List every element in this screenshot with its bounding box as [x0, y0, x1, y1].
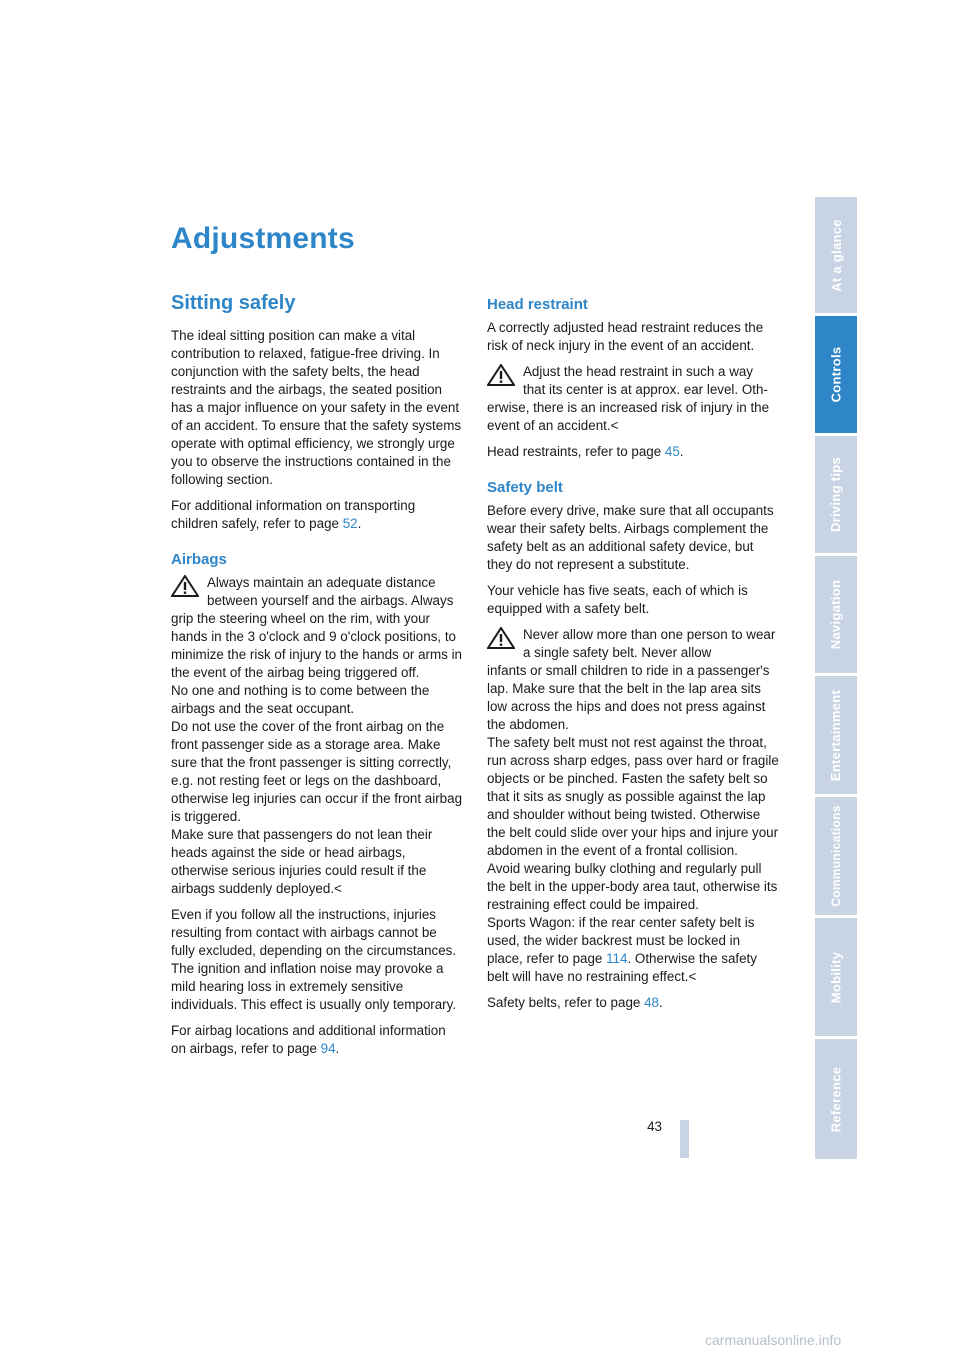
sidebar-tab-label: Communications	[829, 805, 844, 907]
chapter-sidebar	[815, 197, 857, 1159]
subsection-title-head-restraint: Head restraint	[487, 296, 588, 313]
warning-triangle-icon	[487, 627, 515, 649]
sidebar-tab-entertainment[interactable]	[815, 676, 857, 794]
sidebar-tab-navigation[interactable]	[815, 556, 857, 673]
safety-belts-ref-paragraph	[487, 994, 779, 1012]
sidebar-tab-label: Reference	[828, 1066, 844, 1132]
belt-warning-p4-end: . Otherwise the safety belt will have no restraining effect.<	[487, 951, 757, 984]
head-warning-head: Adjust the head restraint in such a way that its center is at approx. ear level. Oth-	[523, 364, 768, 397]
head-restraint-intro: A correctly adjusted head restraint reduces the risk of neck injury in the event of an accident.	[487, 320, 764, 353]
page-link-45[interactable]: 45	[664, 444, 680, 459]
airbags-warning-p4: Make sure that passengers do not lean their heads against the side or head airbags, otherwise serious injuries could result if the airbags suddenly deployed.<	[171, 827, 433, 896]
period: .	[679, 444, 684, 459]
page-link-114[interactable]: 114	[606, 951, 628, 966]
sidebar-tab-reference[interactable]	[815, 1039, 857, 1159]
safety-belt-warning	[487, 626, 779, 994]
belt-warning-p2: The safety belt must not rest against the throat, run across sharp edges, pass over hard or fragile objects or be pinched. Fasten the safety belt so that it sits as snugly as possible against the lap and shoulder without being twisted. Otherwise the belt could slide over your hips and injure your abdomen in the event of a frontal collision.	[487, 735, 779, 858]
belt-ref-text: Safety belts, refer to page	[487, 995, 645, 1010]
watermark: carmanualsonline.info	[705, 1332, 842, 1348]
sidebar-tab-label: Mobility	[828, 951, 844, 1003]
subsection-title-safety-belt: Safety belt	[487, 479, 563, 496]
airbags-warning-head: Always maintain an adequate distance between yourself and the airbags. Always	[207, 575, 454, 608]
sidebar-tab-controls[interactable]	[815, 316, 857, 433]
subsection-title-airbags: Airbags	[171, 551, 227, 568]
right-column	[487, 296, 779, 1020]
head-ref-text: Head restraints, refer to page	[487, 444, 665, 459]
transport-text: For additional information on transporting children safely, refer to page	[171, 498, 416, 531]
belt-warning-p4-text: Sports Wagon: if the rear center safety belt is used, the wider backrest must be locked in place, refer to page	[487, 915, 755, 966]
sidebar-tab-at-a-glance[interactable]	[815, 197, 857, 313]
head-restraint-ref-paragraph	[487, 443, 779, 461]
left-column	[171, 292, 463, 1066]
sidebar-tab-label: Controls	[828, 346, 844, 403]
airbags-locations-paragraph	[171, 1022, 463, 1058]
belt-warning-rest: infants or small children to ride in a passenger's lap. Make sure that the belt in the lap area sits low across the hips and does not press against the abdomen.	[487, 663, 770, 732]
safety-belt-intro: Before every drive, make sure that all occupants wear their safety belts. Airbags complement the safety belt as an additional safety device, but they do not represent a substitute.	[487, 503, 774, 572]
sidebar-tab-label: Entertainment	[828, 689, 844, 781]
page-link-94[interactable]: 94	[320, 1041, 336, 1056]
page-number: 43	[647, 1119, 662, 1134]
sidebar-tab-label: Navigation	[828, 579, 844, 650]
airbags-warning	[171, 574, 463, 906]
sidebar-tab-label: Driving tips	[828, 456, 844, 533]
safety-belt-seats: Your vehicle has five seats, each of which is equipped with a safety belt.	[487, 583, 748, 616]
chapter-title: Adjustments	[171, 222, 355, 255]
head-warning-rest: erwise, there is an increased risk of injury in the event of an accident.<	[487, 400, 770, 433]
section-title-sitting-safely: Sitting safely	[171, 292, 296, 314]
sidebar-tab-label: At a glance	[828, 218, 844, 292]
head-restraint-warning	[487, 363, 779, 443]
warning-triangle-icon	[171, 575, 199, 597]
airbags-warning-p2: No one and nothing is to come between the airbags and the seat occupant.	[171, 683, 430, 716]
page-link-52[interactable]: 52	[342, 516, 358, 531]
period: .	[335, 1041, 340, 1056]
belt-warning-p3: Avoid wearing bulky clothing and regularly pull the belt in the upper-body area taut, otherwise its restraining effect could be impaired.	[487, 861, 778, 912]
sidebar-tab-communications[interactable]	[815, 797, 857, 915]
airbags-warning-p3: Do not use the cover of the front airbag on the front passenger side as a storage area. Make sure that the front passenger is sitting correctly, e.g. not resting feet or legs on the dashboard, otherwise leg injuries can occur if the front airbag is triggered.	[171, 719, 463, 824]
transport-children-paragraph	[171, 497, 463, 533]
airbags-injuries-paragraph: Even if you follow all the instructions, injuries resulting from contact with airbags cannot be fully excluded, depending on the circumstances. The ignition and inflation noise may provoke a mild hearing loss in extremely sensitive individuals. This effect is usually only temporary.	[171, 907, 457, 1012]
belt-warning-head: Never allow more than one person to wear a single safety belt. Never allow	[523, 627, 776, 660]
page-marker-bar	[680, 1120, 689, 1158]
warning-triangle-icon	[487, 364, 515, 386]
page-link-48[interactable]: 48	[644, 995, 659, 1010]
period: .	[357, 516, 362, 531]
airbags-locations-text: For airbag locations and additional information on airbags, refer to page	[171, 1023, 446, 1056]
sidebar-tab-driving-tips[interactable]	[815, 436, 857, 553]
sidebar-tab-mobility[interactable]	[815, 918, 857, 1036]
period: .	[658, 995, 663, 1010]
sitting-intro: The ideal sitting position can make a vital contribution to relaxed, fatigue-free driving. In conjunction with the safety belts, the head restraints and the airbags, the seated position has a major influence on your safety in the event of an accident. To ensure that the safety systems operate with optimal efficiency, we strongly urge you to observe the instructions contained in the following section.	[171, 328, 462, 487]
belt-warning-p4	[487, 914, 779, 986]
airbags-warning-rest: grip the steering wheel on the rim, with your hands in the 3 o'clock and 9 o'clock positions, to minimize the risk of injury to the hands or arms in the event of the airbag being triggered off.	[171, 611, 462, 680]
